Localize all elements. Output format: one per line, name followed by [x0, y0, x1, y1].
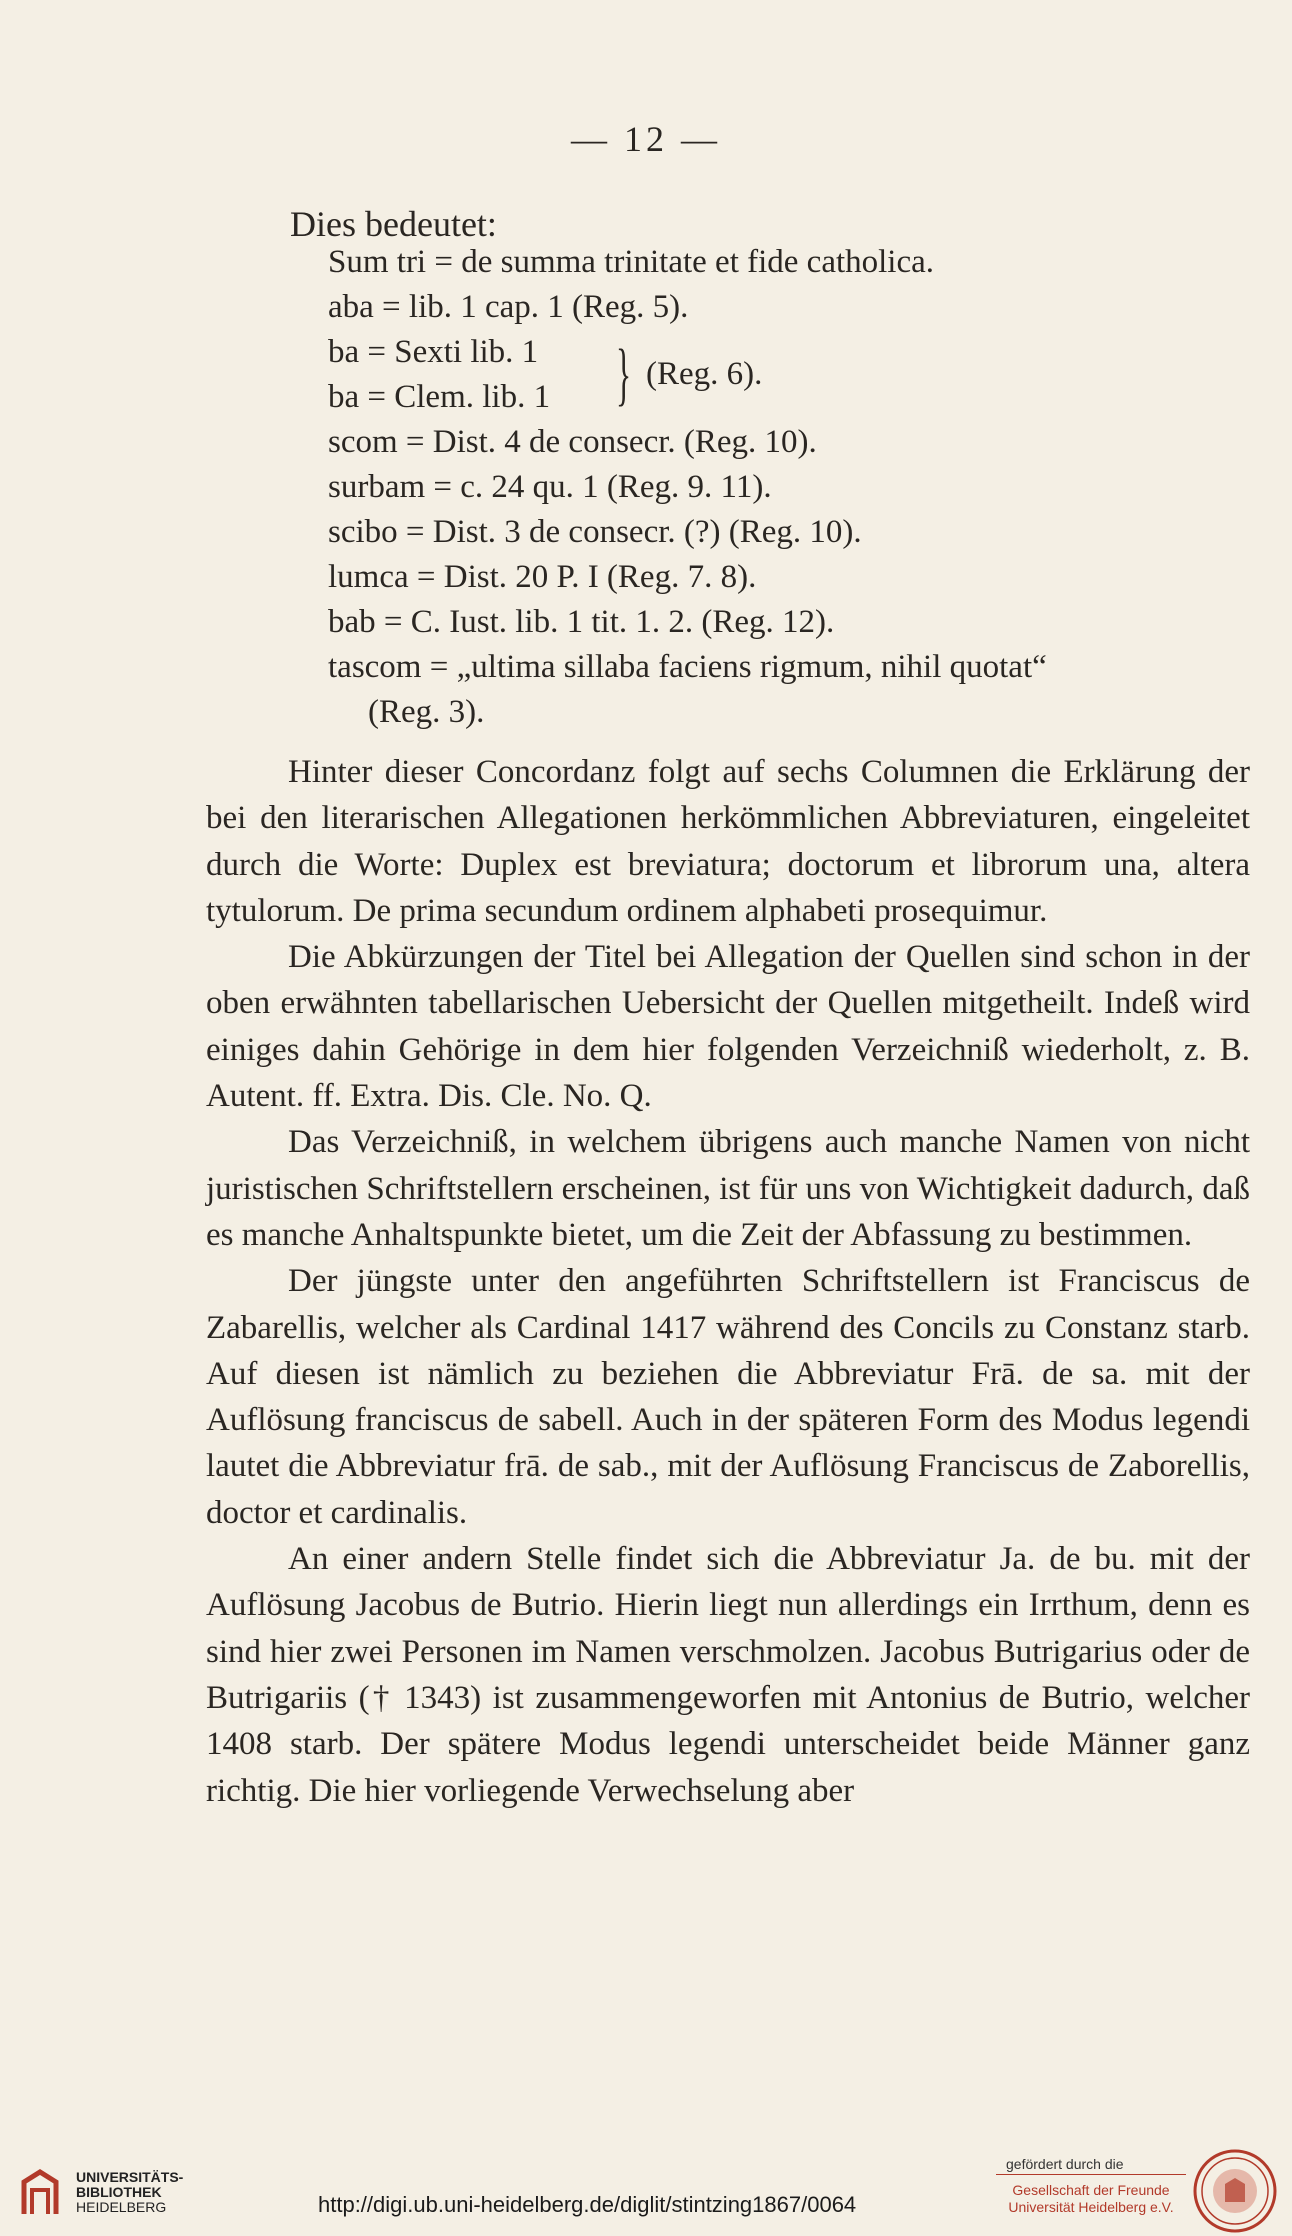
abbreviation-brace-group	[328, 330, 1248, 420]
abbreviation-list	[328, 240, 1248, 735]
abbreviation-entry: scom = Dist. 4 de consecr. (Reg. 10).	[328, 424, 817, 460]
abbreviation-entry: (Reg. 3).	[368, 694, 485, 730]
abbreviation-entry: Sum tri = de summa trinitate et fide catholica.	[328, 244, 935, 280]
abbreviation-entry: scibo = Dist. 3 de consecr. (?) (Reg. 10).	[328, 514, 862, 550]
library-name-line: UNIVERSITÄTS-	[76, 2169, 184, 2185]
paragraph: Der jüngste unter den angeführten Schriftstellern ist Franciscus de Zabarellis, welcher als Cardinal 1417 während des Concils zu Constanz starb. Auf diesen ist nämlich zu beziehen die Abbreviatur Frā. de sa. mit der Auflösung franciscus de sabell. Auch in der späteren Form des Modus legendi lautet die Abbreviatur frā. de sab., mit der Auflösung Franciscus de Zaborellis, doctor et cardinalis.	[206, 1263, 1250, 1531]
paragraph: An einer andern Stelle findet sich die Abbreviatur Ja. de bu. mit der Auflösung Jacobus de Butrio. Hierin liegt nun allerdings ein Irrthum, denn es sind hier zwei Personen im Namen verschmolzen. Jacobus Butrigarius oder de Butrigariis († 1343) ist zusammengeworfen mit Antonius de Butrio, welcher 1408 starb. Der spätere Modus legendi unterscheidet beide Männer ganz richtig. Die hier vorliegende Verwechselung aber	[206, 1541, 1250, 1809]
abbreviation-entry: bab = C. Iust. lib. 1 tit. 1. 2. (Reg. 12).	[328, 604, 835, 640]
library-name-line: HEIDELBERG	[76, 2199, 167, 2215]
source-url-link[interactable]: http://digi.ub.uni-heidelberg.de/diglit/stintzing1867/0064	[318, 2192, 857, 2217]
paragraph: Das Verzeichniß, in welchem übrigens auch manche Namen von nicht juristischen Schriftstellern erscheinen, ist für uns von Wichtigkeit dadurch, daß es manche Anhaltspunkte bietet, um die Zeit der Abfassung zu bestimmen.	[206, 1124, 1250, 1253]
footer	[0, 2136, 1292, 2236]
sponsor-label: gefördert durch die	[1006, 2156, 1124, 2172]
abbreviation-entry: tascom = „ultima sillaba faciens rigmum, nihil quotat“	[328, 649, 1047, 685]
brace-label: (Reg. 6).	[646, 356, 763, 392]
page-number: — 12 —	[571, 119, 721, 159]
library-logo-icon	[14, 2164, 66, 2222]
sponsor-name	[1006, 2182, 1176, 2216]
paragraph: Hinter dieser Concordanz folgt auf sechs Columnen die Erklärung der bei den literarischen Allegationen herkömmlichen Abbreviaturen, eingeleitet durch die Worte: Duplex est breviatura; doctorum et librorum una, altera tytulorum. De prima secundum ordinem alphabeti prosequimur.	[206, 754, 1250, 929]
paragraph: Die Abkürzungen der Titel bei Allegation der Quellen sind schon in der oben erwähnten tabellarischen Uebersicht der Quellen mitgetheilt. Indeß wird einiges dahin Gehörige in dem hier folgenden Verzeichniß wiederholt, z. B. Autent. ff. Extra. Dis. Cle. No. Q.	[206, 939, 1250, 1115]
curly-brace-icon: }	[616, 336, 632, 413]
abbreviation-entry: ba = Sexti lib. 1	[328, 334, 539, 370]
abbreviation-entry: surbam = c. 24 qu. 1 (Reg. 9. 11).	[328, 469, 772, 505]
abbreviation-entry: ba = Clem. lib. 1	[328, 379, 551, 415]
intro-line: Dies bedeutet:	[290, 204, 497, 244]
sponsor-divider	[996, 2174, 1186, 2175]
sponsor-name-line: Gesellschaft der Freunde	[1012, 2182, 1170, 2198]
body-text	[206, 749, 1250, 1814]
library-name-line: BIBLIOTHEK	[76, 2184, 162, 2200]
abbreviation-entry: aba = lib. 1 cap. 1 (Reg. 5).	[328, 289, 689, 325]
abbreviation-entry: lumca = Dist. 20 P. I (Reg. 7. 8).	[328, 559, 757, 595]
sponsor-name-line: Universität Heidelberg e.V.	[1008, 2199, 1174, 2215]
university-seal-icon	[1192, 2148, 1278, 2234]
library-name	[76, 2170, 183, 2215]
